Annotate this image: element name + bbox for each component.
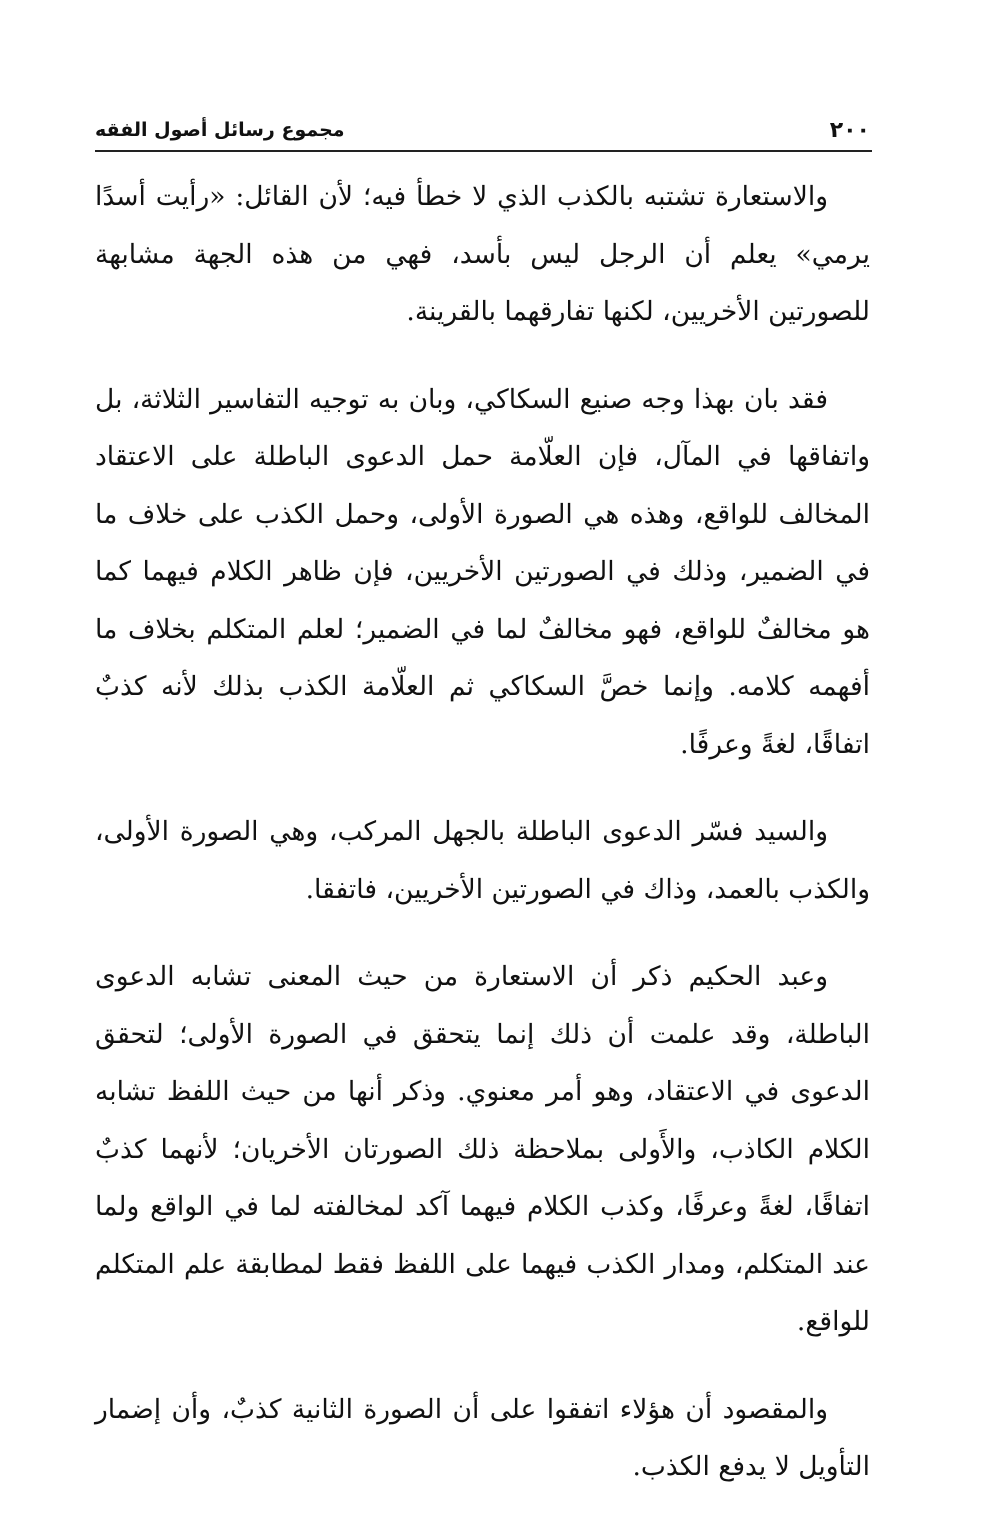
paragraph: فقد بان بهذا وجه صنيع السكاكي، وبان به توجيه التفاسير الثلاثة، بل واتفاقها في المآل، فإن العلّامة حمل الدعوى الباطلة على الاعتقاد المخالف للواقع، وهذه هي الصورة الأولى، وحمل الكذب على خلاف ما في الضمير، وذلك في الصورتين الأخريين، فإن ظاهر الكلام فيهما كما هو مخالفٌ للواقع، فهو مخالفٌ لما في الضمير؛ لعلم المتكلم بخلاف ما أفهمه كلامه. وإنما خصَّ السكاكي ثم العلّامة الكذب بذلك لأنه كذبٌ اتفاقًا، لغةً وعرفًا. xyxy=(95,383,870,760)
paragraph: والاستعارة تشتبه بالكذب الذي لا خطأ فيه؛ لأن القائل: «رأيت أسدًا يرمي» يعلم أن الرجل ليس بأسد، فهي من هذه الجهة مشابهة للصورتين الأخريين، لكنها تفارقهما بالقرينة. xyxy=(95,181,870,327)
paragraph: والمقصود أن هؤلاء اتفقوا على أن الصورة الثانية كذبٌ، وأن إضمار التأويل لا يدفع الكذب. xyxy=(95,1393,870,1482)
book-title: مجموع رسائل أصول الفقه xyxy=(95,119,345,141)
header-divider xyxy=(95,150,872,152)
paragraph: وعبد الحكيم ذكر أن الاستعارة من حيث المعنى تشابه الدعوى الباطلة، وقد علمت أن ذلك إنما يتحقق في الصورة الأولى؛ لتحقق الدعوى في الاعتقاد، وهو أمر معنوي. وذكر أنها من حيث اللفظ تشابه الكلام الكاذب، والأَولى بملاحظة ذلك الصورتان الأخريان؛ لأنهما كذبٌ اتفاقًا، لغةً وعرفًا، وكذب الكلام فيهما آكد لمخالفته لما في الواقع ولما عند المتكلم، ومدار الكذب فيهما على اللفظ فقط لمطابقة علم المتكلم للواقع. xyxy=(95,961,870,1337)
page-header xyxy=(95,112,870,148)
paragraph: والسيد فسّر الدعوى الباطلة بالجهل المركب، وهي الصورة الأولى، والكذب بالعمد، وذاك في الصورتين الأخريين، فاتفقا. xyxy=(95,816,870,905)
body-text xyxy=(95,168,870,1526)
page-number: ٢٠٠ xyxy=(829,117,870,143)
